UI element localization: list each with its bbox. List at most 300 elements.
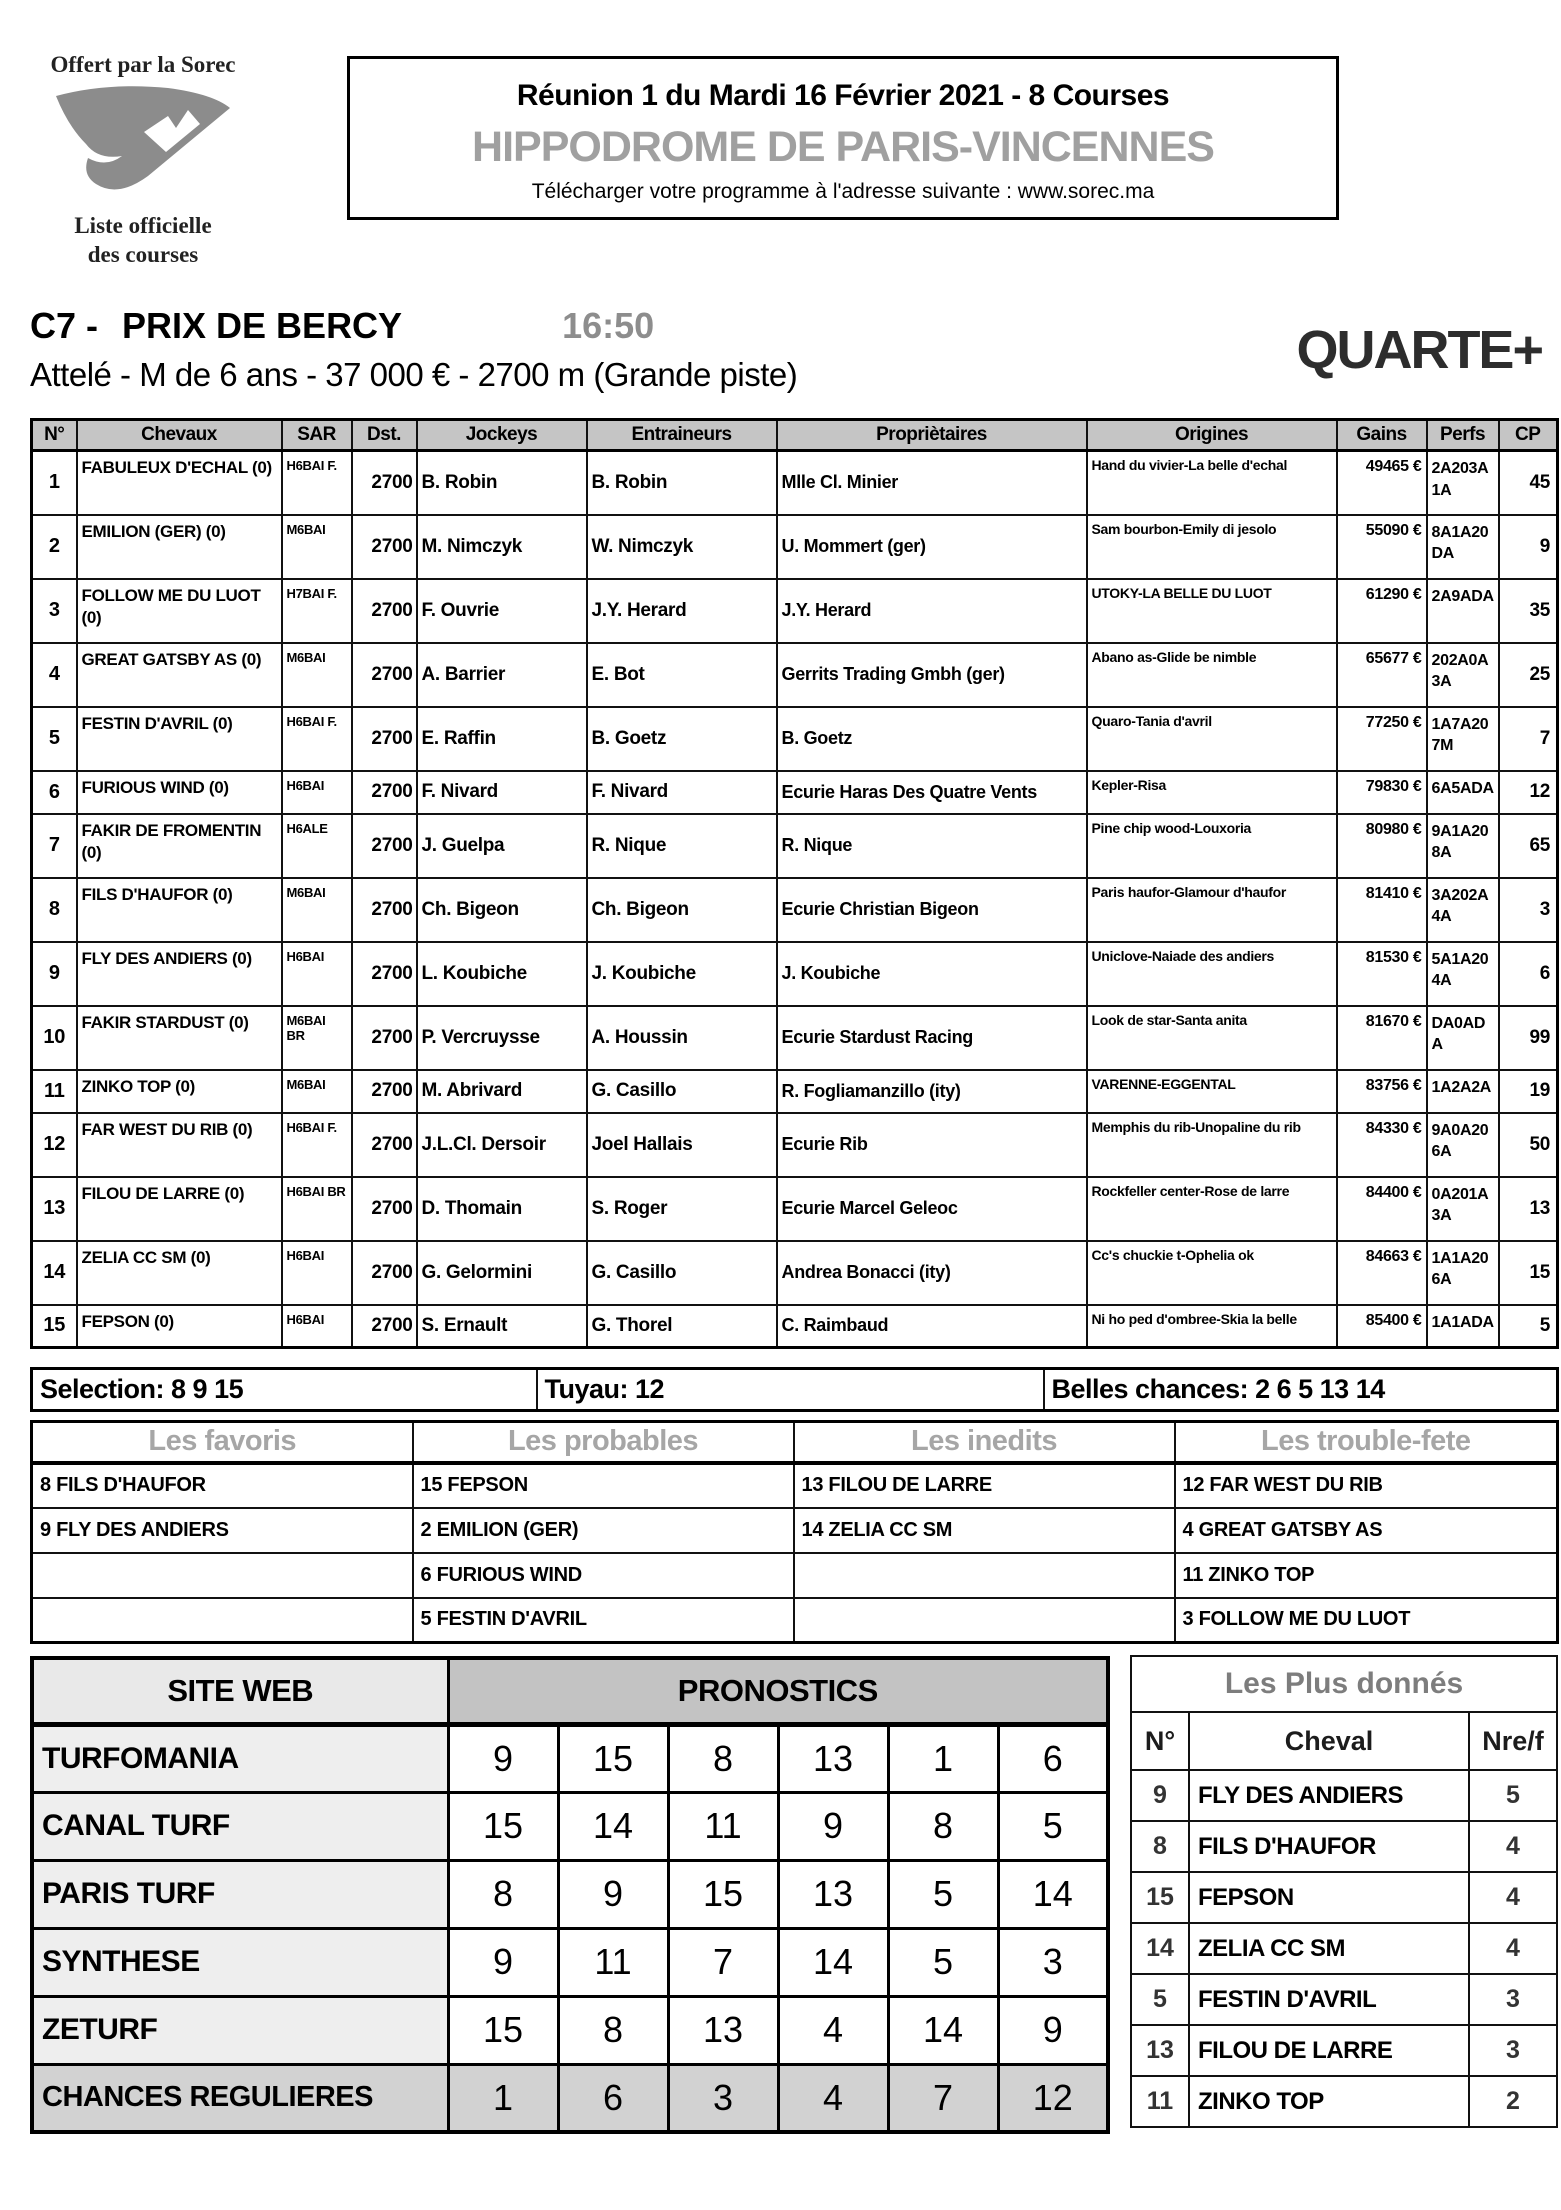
owner-name: B. Goetz bbox=[777, 707, 1087, 771]
plus-horse-number: 11 bbox=[1131, 2076, 1189, 2127]
race-code: C7 - bbox=[30, 305, 99, 346]
plus-horse-number: 9 bbox=[1131, 1770, 1189, 1821]
race-conditions: Attelé - M de 6 ans - 37 000 € - 2700 m (Grande piste) bbox=[30, 356, 798, 393]
owner-name: Ecurie Christian Bigeon bbox=[777, 878, 1087, 942]
bet-type-label: QUARTE+ bbox=[1296, 320, 1542, 380]
entry-row bbox=[32, 771, 1558, 814]
pronostic-value: 3 bbox=[668, 2064, 778, 2132]
horse-name: FURIOUS WIND (0) bbox=[77, 771, 282, 814]
horse-sar: H6ALE bbox=[282, 814, 352, 878]
pronostic-row bbox=[32, 1792, 1108, 1860]
horse-origins: VARENNE-EGGENTAL bbox=[1087, 1070, 1337, 1113]
horse-number: 9 bbox=[32, 942, 77, 1006]
horse-name: FEPSON (0) bbox=[77, 1305, 282, 1348]
plus-horse-name: FILS D'HAUFOR bbox=[1189, 1821, 1469, 1872]
horse-earnings: 84400 € bbox=[1337, 1177, 1427, 1241]
pronostic-value: 14 bbox=[888, 1996, 998, 2064]
horse-sar: M6BAI bbox=[282, 515, 352, 579]
pronostic-value: 11 bbox=[558, 1928, 668, 1996]
plus-col-num: N° bbox=[1131, 1712, 1189, 1770]
jockey-name: Ch. Bigeon bbox=[417, 878, 587, 942]
pronostics-table bbox=[30, 1656, 1110, 2134]
horse-origins: Look de star-Santa anita bbox=[1087, 1006, 1337, 1070]
horse-earnings: 83756 € bbox=[1337, 1070, 1427, 1113]
col-header-num: N° bbox=[32, 420, 77, 451]
horse-name: FAKIR STARDUST (0) bbox=[77, 1006, 282, 1070]
entry-row bbox=[32, 878, 1558, 942]
trouble-fete-cell: 11 ZINKO TOP bbox=[1175, 1553, 1558, 1598]
horse-name: FLY DES ANDIERS (0) bbox=[77, 942, 282, 1006]
pronostic-value: 9 bbox=[558, 1860, 668, 1928]
pronostic-value: 5 bbox=[888, 1928, 998, 1996]
entries-table-header bbox=[32, 420, 1558, 451]
site-name: SYNTHESE bbox=[32, 1928, 448, 1996]
probables-cell: 5 FESTIN D'AVRIL bbox=[413, 1598, 794, 1643]
trouble-fete-cell: 4 GREAT GATSBY AS bbox=[1175, 1508, 1558, 1553]
plus-donnes-row bbox=[1131, 1974, 1557, 2025]
race-header bbox=[30, 305, 1556, 394]
plus-horse-name: FEPSON bbox=[1189, 1872, 1469, 1923]
horse-earnings: 49465 € bbox=[1337, 451, 1427, 515]
horse-number: 12 bbox=[32, 1113, 77, 1177]
pronostic-value: 14 bbox=[998, 1860, 1108, 1928]
horse-sar: H6BAI bbox=[282, 771, 352, 814]
entry-row bbox=[32, 942, 1558, 1006]
trouble-fete-header: Les trouble-fete bbox=[1175, 1422, 1558, 1463]
trainer-name: G. Casillo bbox=[587, 1241, 777, 1305]
horse-perfs: 1A7A20 7M bbox=[1427, 707, 1499, 771]
horse-number: 5 bbox=[32, 707, 77, 771]
pronostic-value: 15 bbox=[448, 1996, 558, 2064]
horse-origins: Kepler-Risa bbox=[1087, 771, 1337, 814]
owner-name: C. Raimbaud bbox=[777, 1305, 1087, 1348]
horse-number: 8 bbox=[32, 878, 77, 942]
plus-horse-count: 3 bbox=[1469, 1974, 1557, 2025]
pronostic-value: 8 bbox=[888, 1792, 998, 1860]
race-time: 16:50 bbox=[562, 305, 655, 346]
entry-row bbox=[32, 707, 1558, 771]
pronostic-row bbox=[32, 1724, 1108, 1792]
plus-horse-count: 4 bbox=[1469, 1872, 1557, 1923]
owner-name: Andrea Bonacci (ity) bbox=[777, 1241, 1087, 1305]
inedits-cell: 14 ZELIA CC SM bbox=[794, 1508, 1175, 1553]
horse-cp: 25 bbox=[1499, 643, 1558, 707]
owner-name: R. Nique bbox=[777, 814, 1087, 878]
pronostic-value: 8 bbox=[668, 1724, 778, 1792]
plus-horse-name: FESTIN D'AVRIL bbox=[1189, 1974, 1469, 2025]
horse-origins: Hand du vivier-La belle d'echal bbox=[1087, 451, 1337, 515]
pronostic-value: 11 bbox=[668, 1792, 778, 1860]
horse-number: 11 bbox=[32, 1070, 77, 1113]
selection-bar bbox=[30, 1367, 1559, 1412]
owner-name: J.Y. Herard bbox=[777, 579, 1087, 643]
col-header-perfs: Perfs bbox=[1427, 420, 1499, 451]
trainer-name: W. Nimczyk bbox=[587, 515, 777, 579]
horse-cp: 45 bbox=[1499, 451, 1558, 515]
horse-number: 14 bbox=[32, 1241, 77, 1305]
plus-horse-number: 15 bbox=[1131, 1872, 1189, 1923]
horse-name: FOLLOW ME DU LUOT (0) bbox=[77, 579, 282, 643]
horse-sar: H6BAI BR bbox=[282, 1177, 352, 1241]
pronostic-value: 4 bbox=[778, 1996, 888, 2064]
horse-cp: 99 bbox=[1499, 1006, 1558, 1070]
horse-perfs: 5A1A20 4A bbox=[1427, 942, 1499, 1006]
horse-number: 1 bbox=[32, 451, 77, 515]
pronostic-value: 15 bbox=[558, 1724, 668, 1792]
pronostic-row bbox=[32, 2064, 1108, 2132]
horse-name: FILS D'HAUFOR (0) bbox=[77, 878, 282, 942]
plus-horse-count: 4 bbox=[1469, 1923, 1557, 1974]
horse-earnings: 79830 € bbox=[1337, 771, 1427, 814]
pronostic-value: 15 bbox=[668, 1860, 778, 1928]
trainer-name: G. Casillo bbox=[587, 1070, 777, 1113]
pronostic-value: 9 bbox=[998, 1996, 1108, 2064]
pronostic-value: 9 bbox=[778, 1792, 888, 1860]
horse-sar: H7BAI F. bbox=[282, 579, 352, 643]
plus-donnes-row bbox=[1131, 2076, 1557, 2127]
horse-number: 2 bbox=[32, 515, 77, 579]
header-box bbox=[347, 56, 1339, 220]
owner-name: R. Fogliamanzillo (ity) bbox=[777, 1070, 1087, 1113]
horse-earnings: 84330 € bbox=[1337, 1113, 1427, 1177]
owner-name: Ecurie Stardust Racing bbox=[777, 1006, 1087, 1070]
entries-table bbox=[30, 418, 1559, 1349]
horse-origins: Sam bourbon-Emily di jesolo bbox=[1087, 515, 1337, 579]
pronostic-value: 15 bbox=[448, 1792, 558, 1860]
jockey-name: M. Nimczyk bbox=[417, 515, 587, 579]
horse-name: FABULEUX D'ECHAL (0) bbox=[77, 451, 282, 515]
entry-row bbox=[32, 1177, 1558, 1241]
race-name: PRIX DE BERCY bbox=[122, 305, 403, 346]
trainer-name: E. Bot bbox=[587, 643, 777, 707]
horse-distance: 2700 bbox=[352, 878, 417, 942]
pronostic-value: 13 bbox=[778, 1860, 888, 1928]
owner-name: Ecurie Haras Des Quatre Vents bbox=[777, 771, 1087, 814]
pronostic-value: 6 bbox=[558, 2064, 668, 2132]
download-note: Télécharger votre programme à l'adresse suivante : www.sorec.ma bbox=[531, 180, 1155, 203]
favoris-row bbox=[32, 1508, 1558, 1553]
inedits-cell bbox=[794, 1598, 1175, 1643]
horse-distance: 2700 bbox=[352, 1113, 417, 1177]
horse-distance: 2700 bbox=[352, 515, 417, 579]
pronostic-value: 9 bbox=[448, 1928, 558, 1996]
pronostic-value: 12 bbox=[998, 2064, 1108, 2132]
horse-sar: H6BAI bbox=[282, 942, 352, 1006]
plus-horse-count: 2 bbox=[1469, 2076, 1557, 2127]
horse-origins: Cc's chuckie t-Ophelia ok bbox=[1087, 1241, 1337, 1305]
favoris-row bbox=[32, 1553, 1558, 1598]
hippodrome-title: HIPPODROME DE PARIS-VINCENNES bbox=[472, 123, 1214, 171]
inedits-cell bbox=[794, 1553, 1175, 1598]
favoris-header: Les favoris bbox=[32, 1422, 413, 1463]
horse-cp: 9 bbox=[1499, 515, 1558, 579]
horse-distance: 2700 bbox=[352, 942, 417, 1006]
trouble-fete-cell: 3 FOLLOW ME DU LUOT bbox=[1175, 1598, 1558, 1643]
jockey-name: P. Vercruysse bbox=[417, 1006, 587, 1070]
horse-name: FILOU DE LARRE (0) bbox=[77, 1177, 282, 1241]
plus-donnes-row bbox=[1131, 1872, 1557, 1923]
trainer-name: A. Houssin bbox=[587, 1006, 777, 1070]
horse-name: ZINKO TOP (0) bbox=[77, 1070, 282, 1113]
trainer-name: B. Robin bbox=[587, 451, 777, 515]
horse-number: 3 bbox=[32, 579, 77, 643]
horse-number: 15 bbox=[32, 1305, 77, 1348]
owner-name: U. Mommert (ger) bbox=[777, 515, 1087, 579]
horse-cp: 6 bbox=[1499, 942, 1558, 1006]
horse-perfs: 9A0A20 6A bbox=[1427, 1113, 1499, 1177]
horse-origins: Ni ho ped d'ombree-Skia la belle bbox=[1087, 1305, 1337, 1348]
horse-earnings: 84663 € bbox=[1337, 1241, 1427, 1305]
pronostic-value: 13 bbox=[778, 1724, 888, 1792]
trainer-name: F. Nivard bbox=[587, 771, 777, 814]
inedits-cell: 13 FILOU DE LARRE bbox=[794, 1463, 1175, 1508]
horse-perfs: 1A1A20 6A bbox=[1427, 1241, 1499, 1305]
plus-horse-name: FILOU DE LARRE bbox=[1189, 2025, 1469, 2076]
pronostic-value: 1 bbox=[888, 1724, 998, 1792]
pronostic-value: 4 bbox=[778, 2064, 888, 2132]
pronostic-value: 5 bbox=[888, 1860, 998, 1928]
horse-earnings: 77250 € bbox=[1337, 707, 1427, 771]
entry-row bbox=[32, 1305, 1558, 1348]
jockey-name: L. Koubiche bbox=[417, 942, 587, 1006]
site-name: CANAL TURF bbox=[32, 1792, 448, 1860]
horse-earnings: 65677 € bbox=[1337, 643, 1427, 707]
horse-origins: UTOKY-LA BELLE DU LUOT bbox=[1087, 579, 1337, 643]
col-header-chevaux: Chevaux bbox=[77, 420, 282, 451]
horse-number: 4 bbox=[32, 643, 77, 707]
horse-earnings: 55090 € bbox=[1337, 515, 1427, 579]
horse-earnings: 85400 € bbox=[1337, 1305, 1427, 1348]
jockey-name: G. Gelormini bbox=[417, 1241, 587, 1305]
horse-sar: M6BAI BR bbox=[282, 1006, 352, 1070]
horse-sar: M6BAI bbox=[282, 643, 352, 707]
entry-row bbox=[32, 814, 1558, 878]
horse-perfs: DA0AD A bbox=[1427, 1006, 1499, 1070]
horse-origins: Memphis du rib-Unopaline du rib bbox=[1087, 1113, 1337, 1177]
col-header-jockeys: Jockeys bbox=[417, 420, 587, 451]
jockey-name: A. Barrier bbox=[417, 643, 587, 707]
horse-perfs: 1A2A2A bbox=[1427, 1070, 1499, 1113]
jockey-name: J.L.Cl. Dersoir bbox=[417, 1113, 587, 1177]
horse-perfs: 9A1A20 8A bbox=[1427, 814, 1499, 878]
horse-cp: 19 bbox=[1499, 1070, 1558, 1113]
owner-name: Ecurie Marcel Geleoc bbox=[777, 1177, 1087, 1241]
horse-sar: H6BAI F. bbox=[282, 451, 352, 515]
horse-origins: Uniclove-Naiade des andiers bbox=[1087, 942, 1337, 1006]
entry-row bbox=[32, 515, 1558, 579]
horse-distance: 2700 bbox=[352, 771, 417, 814]
horse-distance: 2700 bbox=[352, 814, 417, 878]
horse-distance: 2700 bbox=[352, 1241, 417, 1305]
selection-label: Selection: 8 9 15 bbox=[32, 1369, 537, 1411]
horse-perfs: 2A9ADA bbox=[1427, 579, 1499, 643]
plus-donnes-title: Les Plus donnés bbox=[1131, 1656, 1557, 1712]
pronostic-row bbox=[32, 1928, 1108, 1996]
site-name: CHANCES REGULIERES bbox=[32, 2064, 448, 2132]
trainer-name: Ch. Bigeon bbox=[587, 878, 777, 942]
plus-donnes-row bbox=[1131, 1821, 1557, 1872]
horse-distance: 2700 bbox=[352, 579, 417, 643]
plus-horse-name: FLY DES ANDIERS bbox=[1189, 1770, 1469, 1821]
owner-name: Mlle Cl. Minier bbox=[777, 451, 1087, 515]
tuyau-label: Tuyau: 12 bbox=[537, 1369, 1044, 1411]
plus-horse-count: 3 bbox=[1469, 2025, 1557, 2076]
plus-horse-number: 8 bbox=[1131, 1821, 1189, 1872]
plus-donnes-row bbox=[1131, 2025, 1557, 2076]
entry-row bbox=[32, 1241, 1558, 1305]
col-header-dst: Dst. bbox=[352, 420, 417, 451]
horse-sar: H6BAI F. bbox=[282, 1113, 352, 1177]
trainer-name: J. Koubiche bbox=[587, 942, 777, 1006]
pronostics-header: PRONOSTICS bbox=[448, 1658, 1108, 1724]
favoris-cell bbox=[32, 1598, 413, 1643]
jockey-name: S. Ernault bbox=[417, 1305, 587, 1348]
jockey-name: M. Abrivard bbox=[417, 1070, 587, 1113]
horse-number: 13 bbox=[32, 1177, 77, 1241]
plus-horse-name: ZINKO TOP bbox=[1189, 2076, 1469, 2127]
sorec-swoosh-icon bbox=[36, 80, 250, 210]
col-header-entraineurs: Entraineurs bbox=[587, 420, 777, 451]
pronostic-value: 8 bbox=[448, 1860, 558, 1928]
plus-donnes-row bbox=[1131, 1923, 1557, 1974]
favoris-row bbox=[32, 1598, 1558, 1643]
horse-distance: 2700 bbox=[352, 1177, 417, 1241]
jockey-name: E. Raffin bbox=[417, 707, 587, 771]
probables-cell: 6 FURIOUS WIND bbox=[413, 1553, 794, 1598]
site-name: PARIS TURF bbox=[32, 1860, 448, 1928]
horse-origins: Quaro-Tania d'avril bbox=[1087, 707, 1337, 771]
site-name: ZETURF bbox=[32, 1996, 448, 2064]
col-header-sar: SAR bbox=[282, 420, 352, 451]
jockey-name: B. Robin bbox=[417, 451, 587, 515]
pronostic-value: 9 bbox=[448, 1724, 558, 1792]
favoris-cell bbox=[32, 1553, 413, 1598]
horse-name: ZELIA CC SM (0) bbox=[77, 1241, 282, 1305]
horse-sar: M6BAI bbox=[282, 878, 352, 942]
horse-distance: 2700 bbox=[352, 1006, 417, 1070]
trainer-name: J.Y. Herard bbox=[587, 579, 777, 643]
col-header-origines: Origines bbox=[1087, 420, 1337, 451]
horse-distance: 2700 bbox=[352, 1070, 417, 1113]
belles-chances-label: Belles chances: 2 6 5 13 14 bbox=[1044, 1369, 1558, 1411]
owner-name: Ecurie Rib bbox=[777, 1113, 1087, 1177]
horse-name: GREAT GATSBY AS (0) bbox=[77, 643, 282, 707]
owner-name: J. Koubiche bbox=[777, 942, 1087, 1006]
horse-perfs: 0A201A 3A bbox=[1427, 1177, 1499, 1241]
horse-sar: H6BAI bbox=[282, 1241, 352, 1305]
horse-perfs: 8A1A20 DA bbox=[1427, 515, 1499, 579]
horse-origins: Rockfeller center-Rose de larre bbox=[1087, 1177, 1337, 1241]
pronostic-value: 13 bbox=[668, 1996, 778, 2064]
plus-horse-name: ZELIA CC SM bbox=[1189, 1923, 1469, 1974]
reunion-title: Réunion 1 du Mardi 16 Février 2021 - 8 Courses bbox=[516, 79, 1170, 112]
entry-row bbox=[32, 1113, 1558, 1177]
trainer-name: G. Thorel bbox=[587, 1305, 777, 1348]
horse-cp: 3 bbox=[1499, 878, 1558, 942]
plus-horse-number: 5 bbox=[1131, 1974, 1189, 2025]
favoris-cell: 8 FILS D'HAUFOR bbox=[32, 1463, 413, 1508]
favoris-row bbox=[32, 1463, 1558, 1508]
horse-name: EMILION (GER) (0) bbox=[77, 515, 282, 579]
horse-earnings: 61290 € bbox=[1337, 579, 1427, 643]
pronostic-value: 3 bbox=[998, 1928, 1108, 1996]
horse-sar: M6BAI bbox=[282, 1070, 352, 1113]
horse-cp: 15 bbox=[1499, 1241, 1558, 1305]
horse-cp: 35 bbox=[1499, 579, 1558, 643]
horse-earnings: 81530 € bbox=[1337, 942, 1427, 1006]
horse-earnings: 81410 € bbox=[1337, 878, 1427, 942]
pronostic-value: 8 bbox=[558, 1996, 668, 2064]
probables-cell: 15 FEPSON bbox=[413, 1463, 794, 1508]
col-header-proprietaires: Propriètaires bbox=[777, 420, 1087, 451]
horse-perfs: 1A1ADA bbox=[1427, 1305, 1499, 1348]
horse-sar: H6BAI F. bbox=[282, 707, 352, 771]
plus-horse-number: 14 bbox=[1131, 1923, 1189, 1974]
horse-earnings: 81670 € bbox=[1337, 1006, 1427, 1070]
pronostic-value: 7 bbox=[668, 1928, 778, 1996]
horse-origins: Abano as-Glide be nimble bbox=[1087, 643, 1337, 707]
owner-name: Gerrits Trading Gmbh (ger) bbox=[777, 643, 1087, 707]
sorec-logo bbox=[36, 52, 250, 270]
pronostic-row bbox=[32, 1996, 1108, 2064]
trainer-name: S. Roger bbox=[587, 1177, 777, 1241]
site-web-header: SITE WEB bbox=[32, 1658, 448, 1724]
horse-distance: 2700 bbox=[352, 451, 417, 515]
horse-earnings: 80980 € bbox=[1337, 814, 1427, 878]
jockey-name: J. Guelpa bbox=[417, 814, 587, 878]
entry-row bbox=[32, 451, 1558, 515]
horse-perfs: 2A203A 1A bbox=[1427, 451, 1499, 515]
trouble-fete-cell: 12 FAR WEST DU RIB bbox=[1175, 1463, 1558, 1508]
horse-sar: H6BAI bbox=[282, 1305, 352, 1348]
pronostic-value: 7 bbox=[888, 2064, 998, 2132]
site-name: TURFOMANIA bbox=[32, 1724, 448, 1792]
horse-distance: 2700 bbox=[352, 707, 417, 771]
plus-col-nref: Nre/f bbox=[1469, 1712, 1557, 1770]
horse-name: FAR WEST DU RIB (0) bbox=[77, 1113, 282, 1177]
plus-horse-number: 13 bbox=[1131, 2025, 1189, 2076]
jockey-name: F. Nivard bbox=[417, 771, 587, 814]
col-header-gains: Gains bbox=[1337, 420, 1427, 451]
horse-number: 6 bbox=[32, 771, 77, 814]
trainer-name: Joel Hallais bbox=[587, 1113, 777, 1177]
horse-cp: 12 bbox=[1499, 771, 1558, 814]
logo-top-text: Offert par la Sorec bbox=[50, 52, 236, 77]
plus-donnes-row bbox=[1131, 1770, 1557, 1821]
horse-cp: 50 bbox=[1499, 1113, 1558, 1177]
entry-row bbox=[32, 1006, 1558, 1070]
logo-bottom-text: Liste officielle des courses bbox=[74, 213, 212, 267]
entry-row bbox=[32, 579, 1558, 643]
inedits-header: Les inedits bbox=[794, 1422, 1175, 1463]
plus-donnes-table bbox=[1130, 1655, 1558, 2128]
trainer-name: B. Goetz bbox=[587, 707, 777, 771]
pronostic-row bbox=[32, 1860, 1108, 1928]
horse-origins: Pine chip wood-Louxoria bbox=[1087, 814, 1337, 878]
horse-perfs: 6A5ADA bbox=[1427, 771, 1499, 814]
plus-horse-count: 5 bbox=[1469, 1770, 1557, 1821]
favoris-table bbox=[30, 1420, 1559, 1644]
horse-distance: 2700 bbox=[352, 1305, 417, 1348]
pronostic-value: 14 bbox=[778, 1928, 888, 1996]
pronostic-value: 5 bbox=[998, 1792, 1108, 1860]
horse-origins: Paris haufor-Glamour d'haufor bbox=[1087, 878, 1337, 942]
jockey-name: F. Ouvrie bbox=[417, 579, 587, 643]
pronostic-value: 6 bbox=[998, 1724, 1108, 1792]
horse-cp: 13 bbox=[1499, 1177, 1558, 1241]
horse-cp: 7 bbox=[1499, 707, 1558, 771]
horse-cp: 65 bbox=[1499, 814, 1558, 878]
